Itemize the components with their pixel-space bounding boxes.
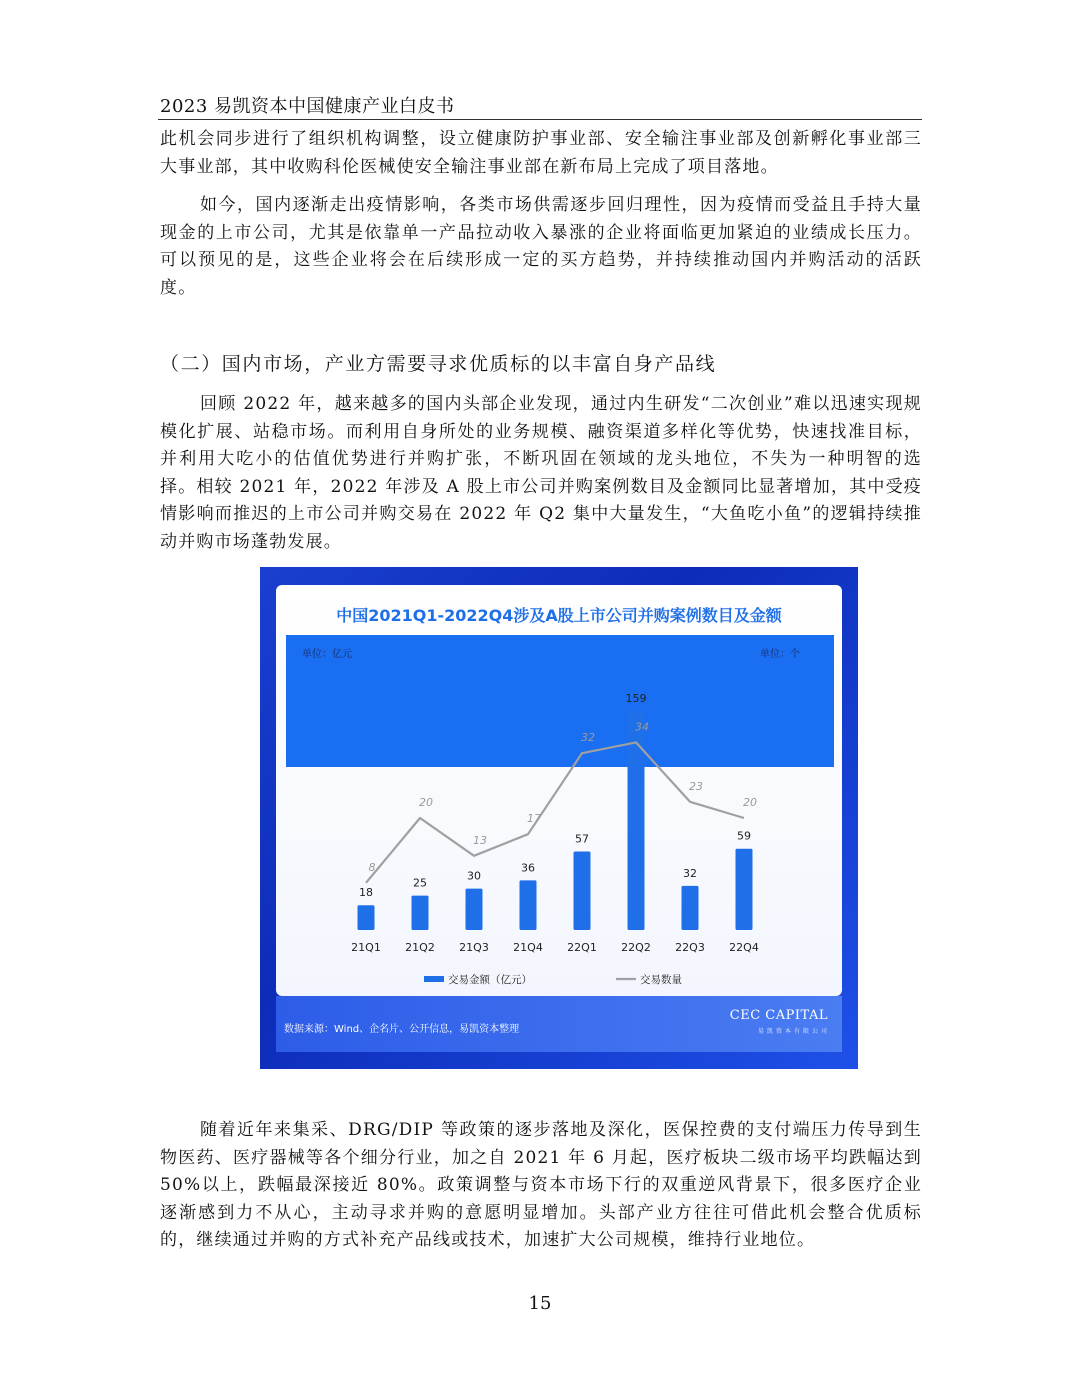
line-value-label: 8: [368, 860, 376, 874]
line-value-label: 17: [527, 812, 541, 826]
chart-source: 数据来源：Wind、企名片、公开信息，易凯资本整理: [284, 1024, 520, 1035]
page-number: 15: [528, 1293, 552, 1314]
paragraph-1: 此机会同步进行了组织机构调整，设立健康防护事业部、安全输注事业部及创新孵化事业部三大事业部，其中收购科伦医械使安全输注事业部在新布局上完成了项目落地。: [160, 129, 922, 177]
bar-21Q2: [412, 896, 429, 930]
x-tick-label: 22Q2: [621, 941, 651, 954]
page-header-title: 2023 易凯资本中国健康产业白皮书: [160, 96, 455, 117]
line-value-label: 32: [581, 731, 595, 745]
x-tick-label: 21Q2: [405, 941, 435, 954]
bar-value-label: 36: [521, 861, 535, 875]
chart-highlight-band: [286, 635, 834, 767]
unit-right-label: 单位：个: [760, 649, 800, 660]
x-tick-label: 22Q3: [675, 941, 705, 954]
bar-21Q3: [466, 889, 483, 930]
bar-22Q1: [574, 851, 591, 930]
bar-21Q4: [520, 880, 537, 930]
chart-footer: [276, 996, 842, 1052]
bar-22Q3: [682, 886, 699, 930]
paragraph-2: 如今，国内逐渐走出疫情影响，各类市场供需逐步回归理性，因为疫情而受益且手持大量现金的上市公司，尤其是依靠单一产品拉动收入暴涨的企业将面临更加紧迫的业绩成长压力。可以预见的是，这些企业将会在后续形成一定的买方趋势，并持续推动国内并购活动的活跃度。: [160, 195, 922, 298]
unit-left-label: 单位：亿元: [302, 649, 352, 660]
x-tick-label: 22Q4: [729, 941, 759, 954]
bar-value-label: 30: [467, 869, 481, 883]
cec-capital-logo: CEC CAPITAL: [729, 1008, 828, 1023]
x-tick-label: 22Q1: [567, 941, 597, 954]
cec-capital-logo-sub: 易凯资本有限公司: [757, 1028, 830, 1035]
bar-value-label: 159: [625, 692, 647, 705]
line-value-label: 13: [473, 833, 487, 847]
chart-card: [276, 585, 842, 996]
bar-value-label: 59: [737, 829, 751, 843]
bar-value-label: 25: [413, 876, 427, 890]
legend-bar-swatch: [424, 976, 444, 982]
paragraph-4: 随着近年来集采、DRG/DIP 等政策的逐步落地及深化，医保控费的支付端压力传导到生物医药、医疗器械等各个细分行业，加之自 2021 年 6 月起，医疗板块二级市场平均跌幅达到 50%以上，跌幅最深接近 80%。政策调整与资本市场下行的双重逆风背景下，很多医疗企业逐渐感到力不从心，主动寻求并购的意愿明显增加。头部产业方往往可借此机会整合优质标的，继续通过并购的方式补充产品线或技术，加速扩大公司规模，维持行业地位。: [160, 1120, 922, 1251]
line-value-label: 23: [689, 779, 703, 793]
bar-22Q4: [736, 849, 753, 930]
x-tick-label: 21Q3: [459, 941, 489, 954]
chart-title: 中国2021Q1-2022Q4涉及A股上市公司并购案例数目及金额: [336, 606, 782, 625]
bar-21Q1: [358, 905, 375, 930]
line-value-label: 20: [419, 796, 433, 809]
chart-plot: [276, 585, 842, 996]
section-title: （二）国内市场，产业方需要寻求优质标的以丰富自身产品线: [160, 353, 717, 375]
legend-bar-label: 交易金额（亿元）: [448, 974, 532, 986]
header-divider: [158, 119, 922, 120]
x-tick-label: 21Q1: [351, 941, 381, 954]
chart-figure: [260, 567, 858, 1069]
line-value-label: 20: [743, 796, 757, 809]
bar-value-label: 57: [575, 832, 589, 846]
line-value-label: 34: [635, 720, 649, 734]
paragraph-3: 回顾 2022 年，越来越多的国内头部企业发现，通过内生研发“二次创业”难以迅速实现规模化扩展、站稳市场。而利用自身所处的业务规模、融资渠道多样化等优势，快速找准目标，并利用大吃小的估值优势进行并购扩张，不断巩固在领域的龙头地位，不失为一种明智的选择。相较 2021 年，2022 年涉及 A 股上市公司并购案例数目及金额同比显著增加，其中受疫情影响而推迟的上市公司并购交易在 2022 年 Q2 集中大量发生，“大鱼吃小鱼”的逻辑持续推动并购市场蓬勃发展。: [160, 394, 922, 552]
x-tick-label: 21Q4: [513, 941, 543, 954]
bar-value-label: 32: [683, 866, 697, 880]
bar-value-label: 18: [359, 886, 373, 900]
legend-line-label: 交易数量: [640, 974, 682, 986]
